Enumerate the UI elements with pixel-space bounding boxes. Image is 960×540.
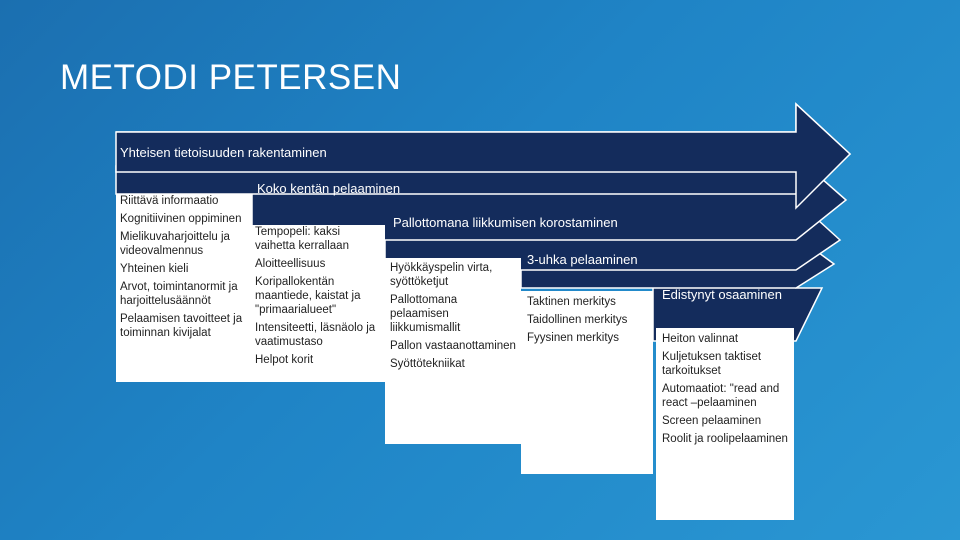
card-item: Screen pelaaminen bbox=[662, 415, 762, 427]
card-item: Aloitteellisuus bbox=[255, 258, 326, 270]
card-item: Kuljetuksen taktiset tarkoitukset bbox=[662, 351, 762, 377]
card-item: Mielikuvaharjoittelu ja videovalmennus bbox=[120, 231, 230, 257]
step-card-5 bbox=[656, 328, 794, 520]
step-heading-4: 3-uhka pelaaminen bbox=[527, 252, 638, 267]
step-card-4 bbox=[521, 291, 653, 474]
card-item: Yhteinen kieli bbox=[120, 263, 189, 275]
card-item: Taidollinen merkitys bbox=[527, 314, 628, 326]
card-item: Pallon vastaanottaminen bbox=[390, 340, 516, 352]
card-item: Arvot, toimintanormit ja harjoittelusäännöt bbox=[120, 281, 238, 307]
card-item: Syöttötekniikat bbox=[390, 358, 465, 370]
card-item: Taktinen merkitys bbox=[527, 296, 616, 308]
step-card-2 bbox=[252, 225, 385, 382]
card-item: Roolit ja roolipelaaminen bbox=[662, 433, 788, 445]
card-item: Pelaamisen tavoitteet ja toiminnan kivijalat bbox=[120, 313, 243, 339]
card-item: Heiton valinnat bbox=[662, 333, 739, 345]
card-item: Intensiteetti, läsnäolo ja vaatimustaso bbox=[255, 322, 376, 348]
card-item: Automaatiot: "read and react –pelaaminen bbox=[662, 383, 780, 409]
card-item: Hyökkäyspelin virta, syöttöketjut bbox=[390, 262, 493, 288]
card-item: Riittävä informaatio bbox=[120, 195, 219, 207]
step-heading-2: Koko kentän pelaaminen bbox=[257, 181, 401, 196]
card-item: Tempopeli: kaksi vaihetta kerrallaan bbox=[255, 226, 349, 252]
card-item: Kognitiivinen oppiminen bbox=[120, 213, 242, 225]
card-item: Fyysinen merkitys bbox=[527, 332, 620, 344]
step-heading-3: Pallottomana liikkumisen korostaminen bbox=[393, 215, 618, 230]
step-heading-1: Yhteisen tietoisuuden rakentaminen bbox=[120, 145, 327, 160]
page-title: METODI PETERSEN bbox=[60, 58, 402, 97]
step-heading-5: Edistynyt osaaminen bbox=[662, 287, 782, 302]
step-card-3 bbox=[385, 258, 521, 444]
card-item: Koripallokentän maantiede, kaistat ja "primaarialueet" bbox=[255, 276, 361, 316]
card-item: Helpot korit bbox=[255, 354, 314, 366]
step-card-1 bbox=[116, 194, 252, 382]
card-item: Pallottomana pelaamisen liikkumismallit bbox=[390, 294, 461, 334]
